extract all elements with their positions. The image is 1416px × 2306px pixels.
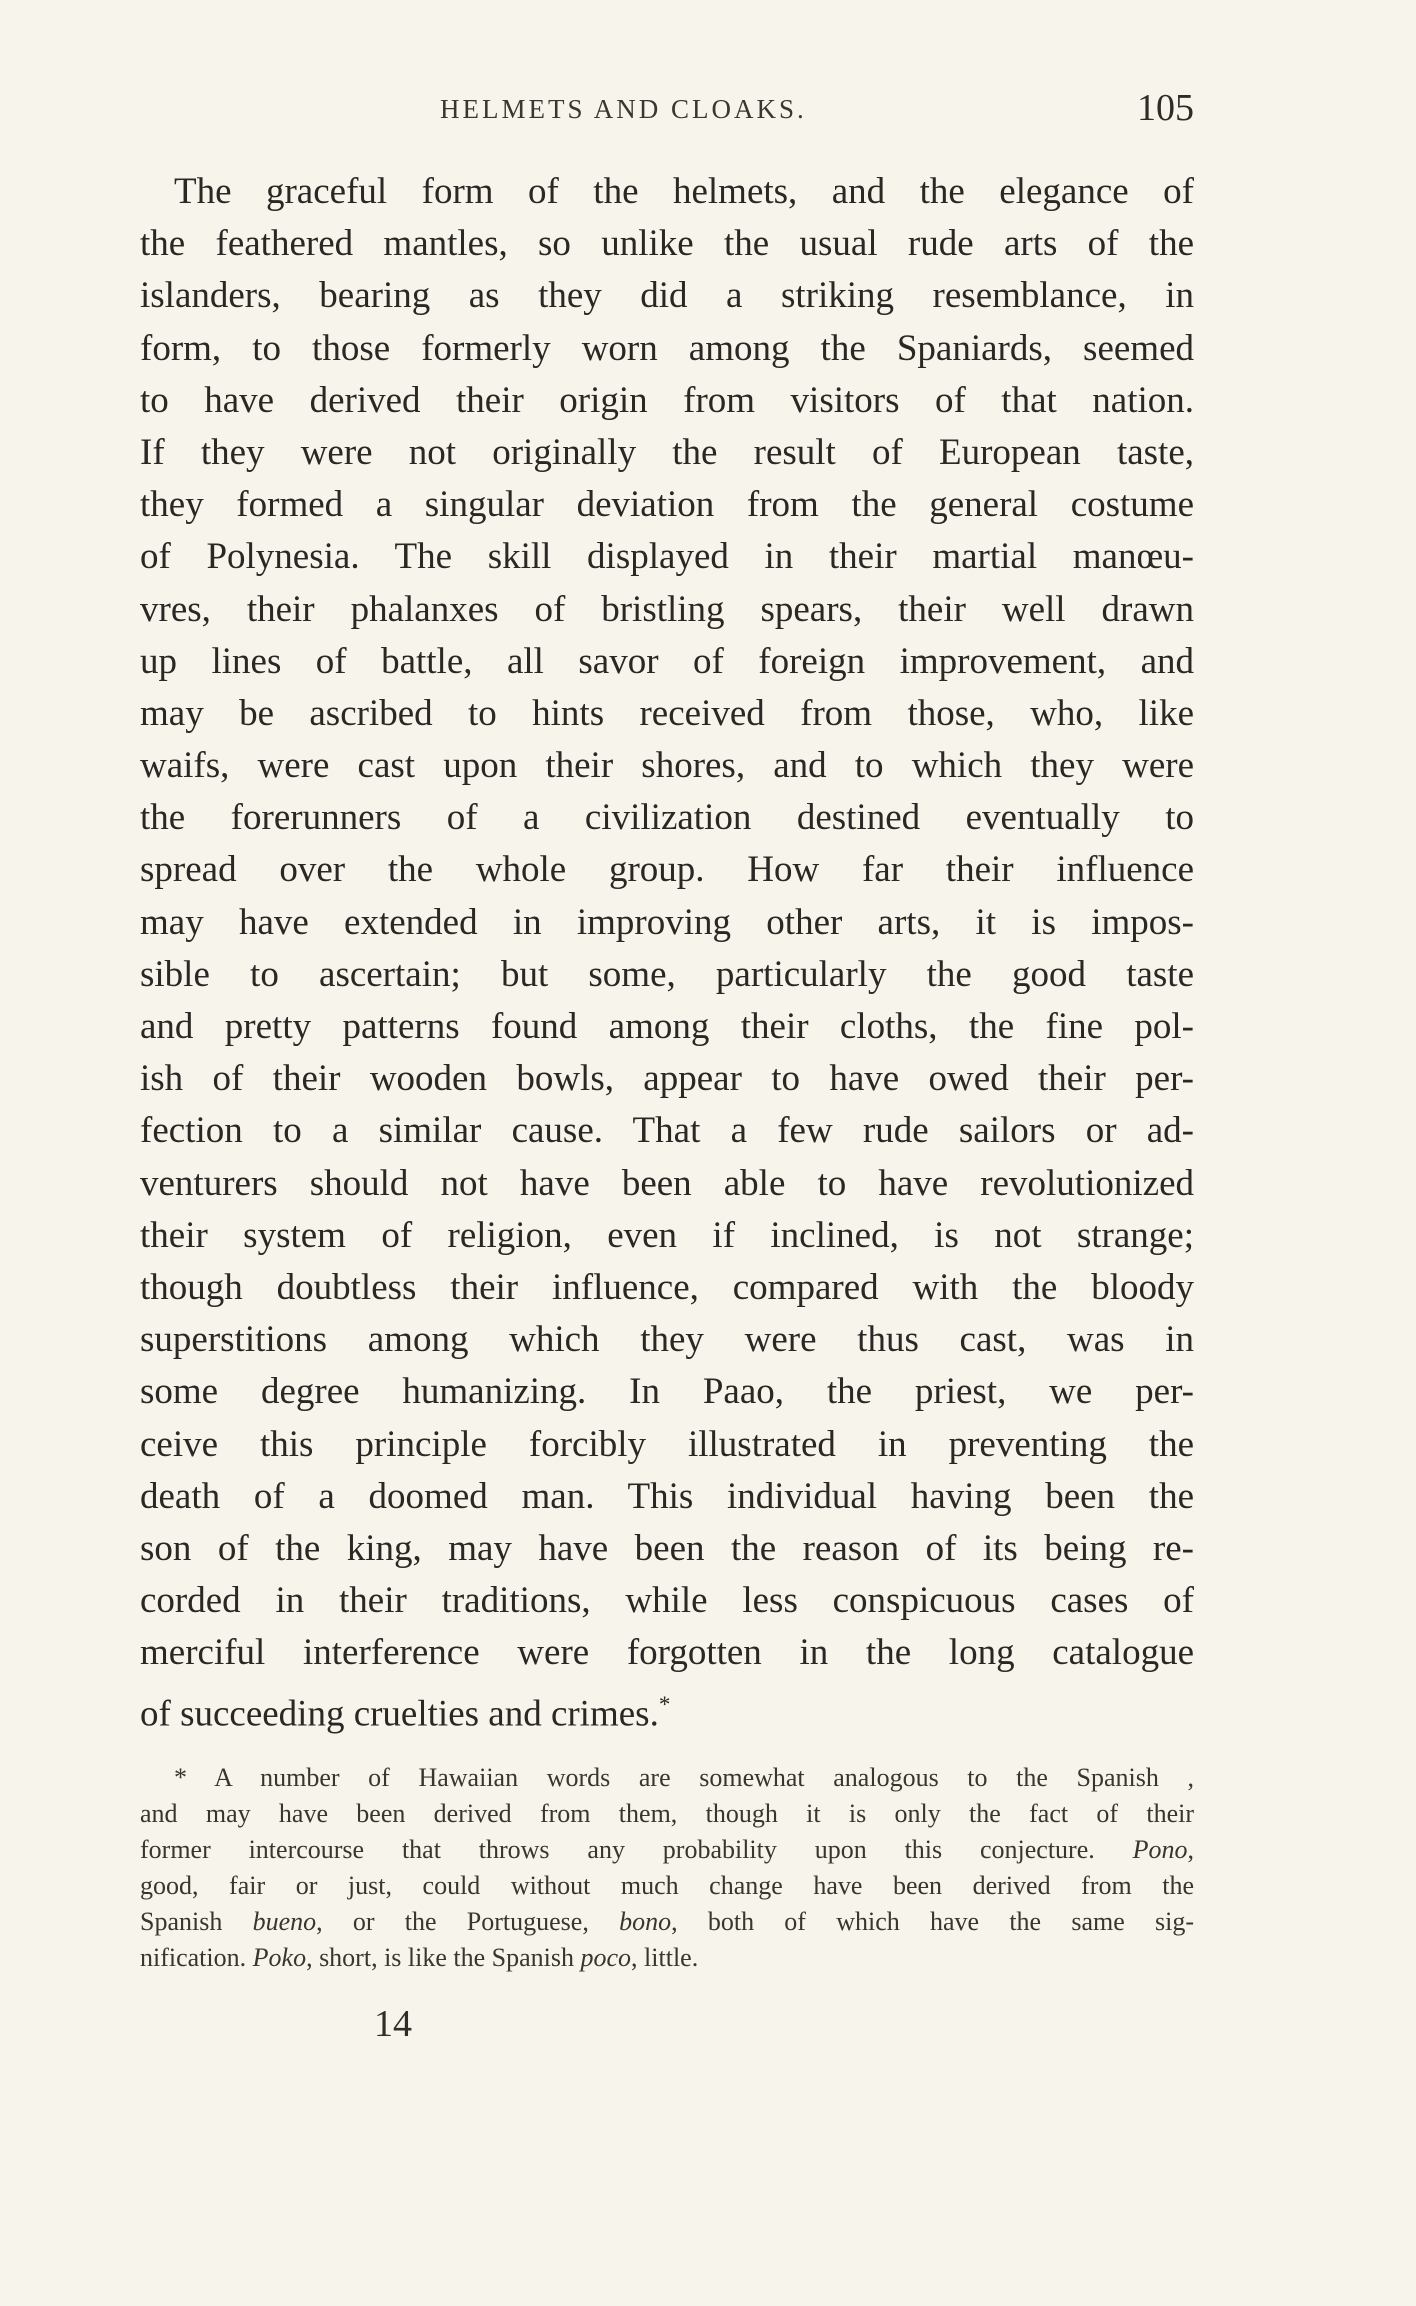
footnote-term-pono: Pono	[1132, 1835, 1188, 1864]
body-line: the forerunners of a civilization destined eventually to	[140, 797, 1194, 839]
footnote-line	[140, 1940, 1194, 1976]
page-number: 105	[1137, 87, 1194, 129]
body-line: and pretty patterns found among their cloths, the fine pol-	[140, 1006, 1194, 1047]
footnote-text: ,	[1187, 1835, 1195, 1864]
body-line-last	[140, 1679, 1194, 1735]
body-line: superstitions among which they were thus cast, was in	[140, 1319, 1194, 1361]
footnote-line	[140, 1832, 1194, 1868]
body-line: may have extended in improving other arts, it is impos-	[140, 901, 1194, 943]
body-line: venturers should not have been able to have revolutionized	[140, 1162, 1194, 1204]
body-line: to have derived their origin from visitors of that nation.	[140, 379, 1194, 421]
body-line: up lines of battle, all savor of foreign improvement, and	[140, 640, 1194, 682]
body-line: of Polynesia. The skill displayed in their martial manœu-	[140, 536, 1194, 578]
body-paragraph	[140, 166, 1194, 1735]
footnote-text: , or the Portuguese,	[316, 1907, 620, 1936]
body-line: their system of religion, even if inclined, is not strange;	[140, 1214, 1194, 1256]
footnote-text: , little.	[631, 1943, 699, 1972]
footnote-text: nification.	[140, 1943, 253, 1972]
body-line: son of the king, may have been the reason of its being re-	[140, 1527, 1194, 1569]
footnote-term-poco: poco	[580, 1943, 632, 1972]
footnote-term-bueno: bueno	[252, 1907, 317, 1936]
running-head-title: HELMETS AND CLOAKS.	[440, 94, 807, 124]
body-line: corded in their traditions, while less conspicuous cases of	[140, 1580, 1194, 1622]
body-line: some degree humanizing. In Paao, the priest, we per-	[140, 1371, 1194, 1413]
body-line: form, to those formerly worn among the Spaniards, seemed	[140, 327, 1194, 369]
footnote	[140, 1760, 1194, 1976]
body-line: spread over the whole group. How far their influence	[140, 849, 1194, 891]
body-line: though doubtless their influence, compared with the bloody	[140, 1266, 1194, 1308]
body-line: they formed a singular deviation from the general costume	[140, 484, 1194, 526]
running-head	[140, 86, 1194, 136]
footnote-line: good, fair or just, could without much change have been derived from the	[140, 1871, 1194, 1900]
body-line: death of a doomed man. This individual having been the	[140, 1475, 1194, 1517]
signature-mark: 14	[374, 2003, 412, 2045]
body-line: islanders, bearing as they did a striking resemblance, in	[140, 275, 1194, 317]
body-line: vres, their phalanxes of bristling spears, their well drawn	[140, 588, 1194, 630]
footnote-line: * A number of Hawaiian words are somewhat analogous to the Spanish ,	[174, 1763, 1194, 1792]
footnote-text: Spanish	[140, 1907, 253, 1936]
footnote-text: former intercourse that throws any probability upon this conjecture.	[140, 1835, 1095, 1864]
footnote-line: and may have been derived from them, though it is only the fact of their	[140, 1799, 1194, 1828]
body-line: ceive this principle forcibly illustrated in preventing the	[140, 1423, 1194, 1465]
body-line: fection to a similar cause. That a few rude sailors or ad-	[140, 1110, 1194, 1152]
body-line: sible to ascertain; but some, particularly the good taste	[140, 953, 1194, 995]
footnote-term-bono: bono	[619, 1907, 672, 1936]
body-line: merciful interference were forgotten in the long catalogue	[140, 1632, 1194, 1674]
body-line: The graceful form of the helmets, and the elegance of	[174, 171, 1194, 212]
body-line: the feathered mantles, so unlike the usual rude arts of the	[140, 223, 1194, 265]
body-line-text: of succeeding cruelties and crimes.	[140, 1693, 659, 1735]
body-line: If they were not originally the result of European taste,	[140, 431, 1194, 473]
body-line: may be ascribed to hints received from those, who, like	[140, 692, 1194, 734]
footnote-text: , both of which have the same sig-	[671, 1907, 1195, 1936]
footnote-line	[140, 1904, 1194, 1940]
footnote-text: , short, is like the Spanish	[306, 1943, 581, 1972]
body-line: ish of their wooden bowls, appear to have owed their per-	[140, 1058, 1194, 1100]
body-line: waifs, were cast upon their shores, and to which they were	[140, 745, 1194, 787]
footnote-term-poko: Poko	[252, 1943, 307, 1972]
footnote-reference-mark: *	[658, 1692, 671, 1718]
